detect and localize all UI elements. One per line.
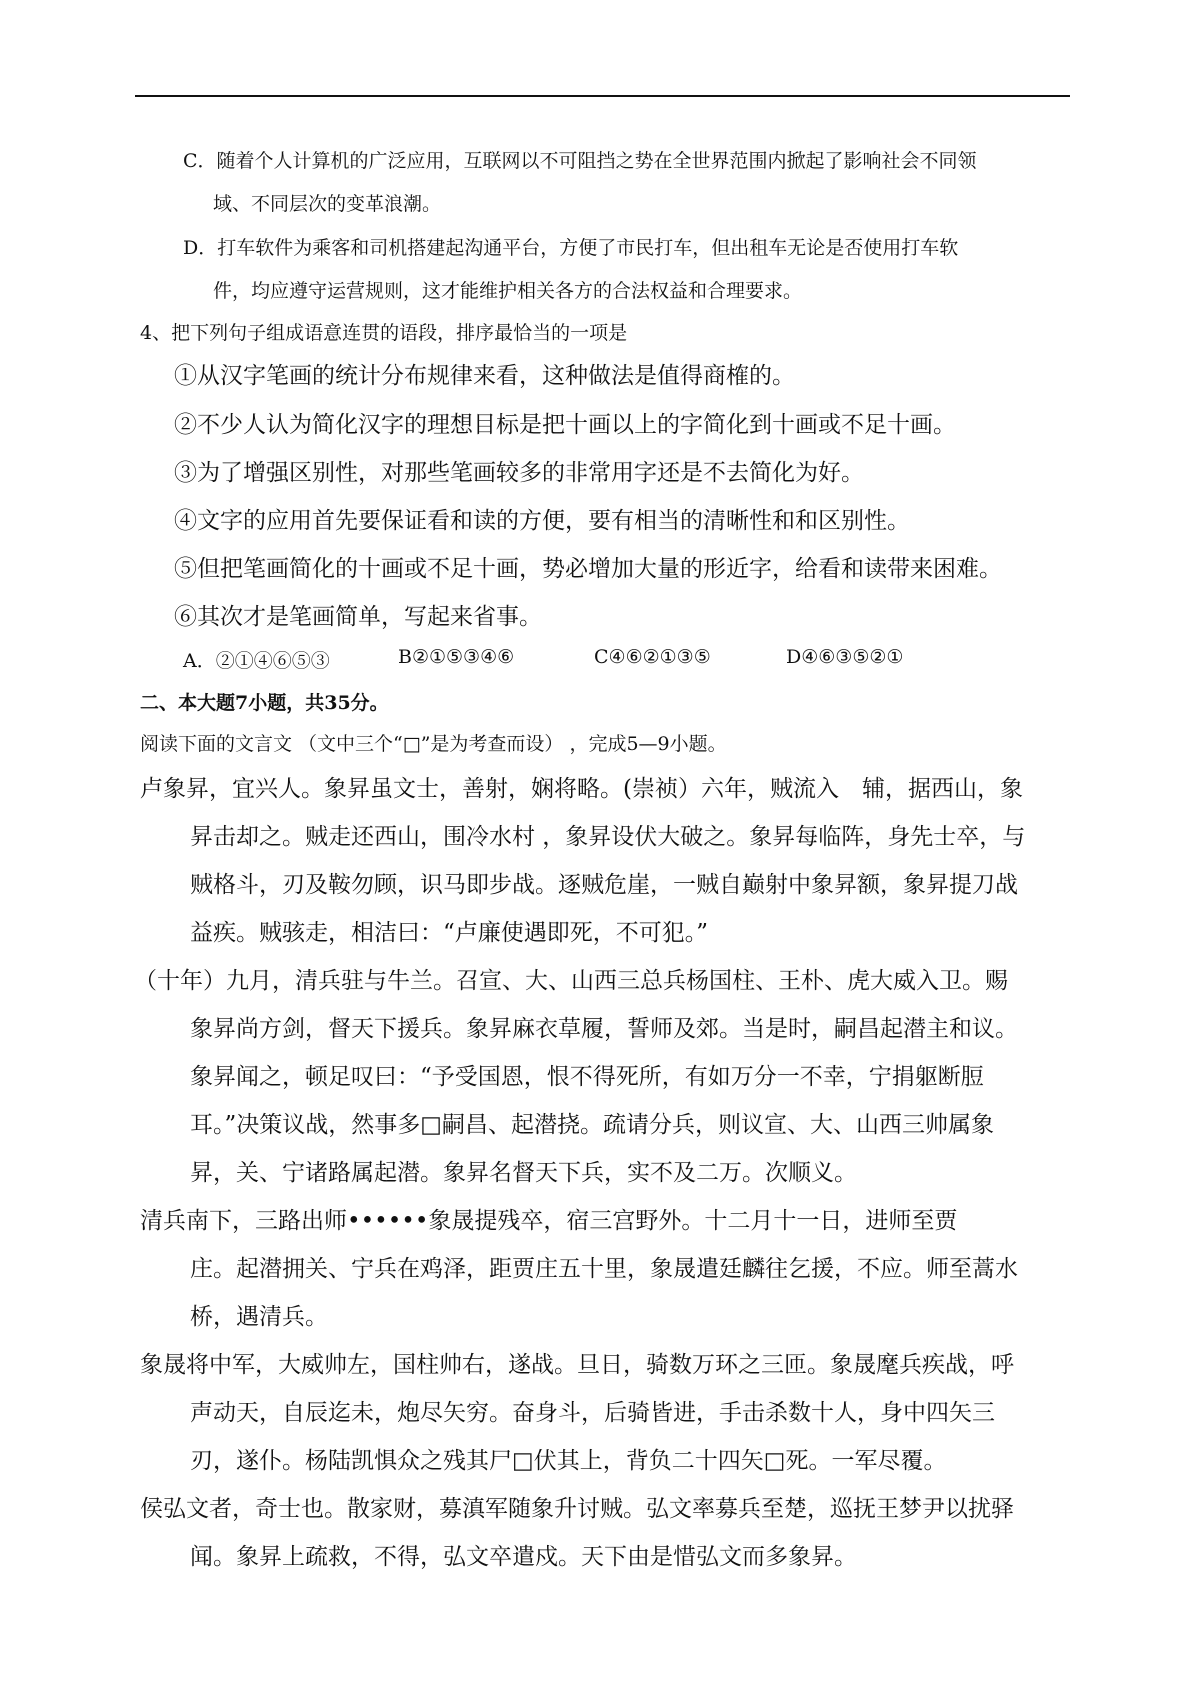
q4-sentence-1: ①从汉字笔画的统计分布规律来看，这种做法是值得商榷的。 [174, 363, 795, 389]
passage-line-2: 昇击却之。贼走还西山，围冷水村 ，象昇设伏大破之。象昇每临阵，身先士卒，与 [190, 824, 1026, 850]
passage-line-8: 耳。”决策议战，然事多□嗣昌、起潜挠。疏请分兵，则议宣、大、山西三帅属象 [190, 1112, 994, 1138]
section2-instruction: 阅读下面的文言文 （文中三个“□”是为考查而设） ，完成5—9小题。 [140, 733, 727, 755]
passage-line-16: 侯弘文者，奇士也。散家财，募滇军随象升讨贼。弘文率募兵至楚，巡抚王梦尹以扰驿 [140, 1496, 1014, 1522]
passage-line-11: 庄。起潜拥关、宁兵在鸡泽，距贾庄五十里，象晟遣廷麟往乞援，不应。师至蒿水 [190, 1256, 1018, 1282]
q3-option-c-line2: 域、不同层次的变革浪潮。 [213, 193, 442, 215]
passage-line-5: （十年）九月，清兵驻与牛兰。召宣、大、山西三总兵杨国柱、王朴、虎大威入卫。赐 [134, 968, 1008, 994]
q4-sentence-6: ⑥其次才是笔画简单，写起来省事。 [174, 604, 542, 630]
passage-line-17: 闻。象昇上疏救，不得，弘文卒遣戍。天下由是惜弘文而多象昇。 [190, 1544, 857, 1570]
passage-line-13: 象晟将中军，大威帅左，国柱帅右，遂战。旦日，骑数万环之三匝。象晟麾兵疾战，呼 [140, 1352, 1014, 1378]
q3-option-d-line2: 件，均应遵守运营规则，这才能维护相关各方的合法权益和合理要求。 [213, 280, 803, 302]
q4-stem: 4、把下列句子组成语意连贯的语段，排序最恰当的一项是 [140, 322, 628, 344]
passage-line-15: 刃，遂仆。杨陆凯惧众之残其尸□伏其上，背负二十四矢□死。一军尽覆。 [190, 1448, 947, 1474]
q4-option-a: A．②①④⑥⑤③ [183, 650, 330, 672]
q4-option-b: B②①⑤③④⑥ [398, 646, 515, 668]
q4-sentence-3: ③为了增强区别性，对那些笔画较多的非常用字还是不去简化为好。 [174, 460, 864, 486]
q3-option-c-line1: C．随着个人计算机的广泛应用，互联网以不可阻挡之势在全世界范围内掀起了影响社会不同领 [183, 150, 977, 172]
q4-sentence-2: ②不少人认为简化汉字的理想目标是把十画以上的字简化到十画或不足十画。 [174, 412, 956, 438]
q4-sentence-5: ⑤但把笔画简化的十画或不足十画，势必增加大量的形近字，给看和读带来困难。 [174, 556, 1002, 582]
q4-option-d: D④⑥③⑤②① [786, 646, 904, 668]
passage-line-14: 声动天，自辰迄未，炮尽矢穷。奋身斗，后骑皆进，手击杀数十人，身中四矢三 [190, 1400, 995, 1426]
q4-option-c: C④⑥②①③⑤ [594, 646, 711, 668]
passage-line-7: 象昇闻之，顿足叹曰：“予受国恩，恨不得死所，有如万分一不幸，宁捐躯断脰 [190, 1064, 984, 1090]
passage-line-9: 昇，关、宁诸路属起潜。象昇名督天下兵，实不及二万。次顺义。 [190, 1160, 857, 1186]
passage-line-4: 益疾。贼骇走，相洁曰：“卢廉使遇即死，不可犯。” [190, 920, 709, 946]
passage-line-10: 清兵南下，三路出师••••••象晟提残卒，宿三宫野外。十二月十一日，进师至贾 [140, 1208, 958, 1234]
q4-sentence-4: ④文字的应用首先要保证看和读的方便，要有相当的清晰性和和区别性。 [174, 508, 910, 534]
passage-line-6: 象昇尚方剑，督天下援兵。象昇麻衣草履，誓师及郊。当是时，嗣昌起潜主和议。 [190, 1016, 1018, 1042]
header-rule [135, 95, 1070, 97]
passage-line-1: 卢象昇，宜兴人。象昇虽文士，善射，娴将略。(崇祯）六年，贼流入 辅，据西山，象 [140, 776, 1023, 802]
passage-line-3: 贼格斗，刃及鞍勿顾，识马即步战。逐贼危崖，一贼自巅射中象昇额，象昇提刀战 [190, 872, 1018, 898]
passage-line-12: 桥，遇清兵。 [190, 1304, 328, 1330]
section2-heading: 二、本大题7小题，共35分。 [140, 692, 389, 714]
q3-option-d-line1: D．打车软件为乘客和司机搭建起沟通平台，方便了市民打车，但出租车无论是否使用打车软 [183, 237, 959, 259]
